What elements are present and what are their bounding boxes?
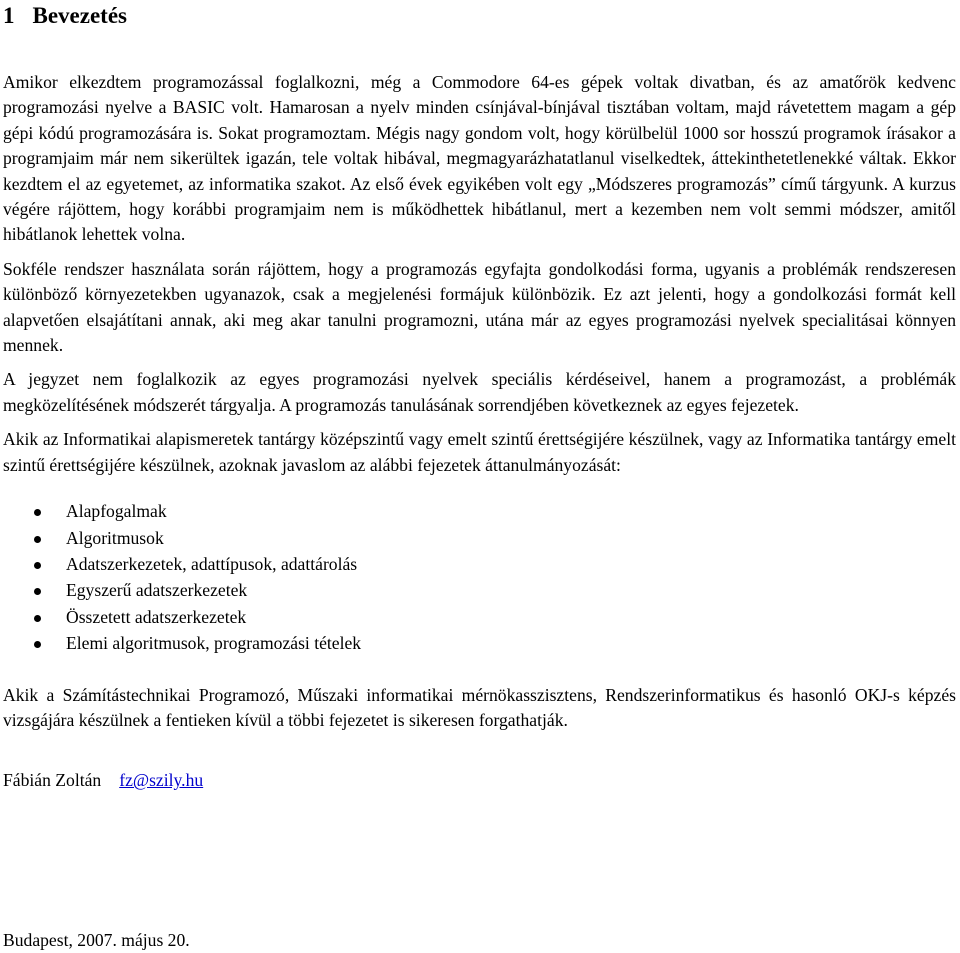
bullet-icon: [34, 615, 41, 622]
bullet-icon: [34, 562, 41, 569]
chapter-number: 1: [3, 3, 15, 28]
author-name: Fábián Zoltán: [3, 770, 102, 791]
list-item: Adatszerkezetek, adattípusok, adattárolás: [3, 551, 956, 577]
bullet-icon: [34, 588, 41, 595]
place-and-date: Budapest, 2007. május 20.: [3, 930, 190, 950]
list-item: Elemi algoritmusok, programozási tételek: [3, 630, 956, 656]
chapter-heading: [3, 0, 956, 30]
chapter-title-text: Bevezetés: [32, 3, 127, 28]
recommended-chapters-list: [3, 498, 956, 656]
paragraph-audience: Akik az Informatikai alapismeretek tantárgy középszintű vagy emelt szintű érettségijére készülnek, vagy az Informatika tantárgy emelt szintű érettségijére készülnek, azoknak javaslom az alábbi fejezetek áttanulmányozását:: [3, 429, 956, 475]
paragraph-okj: Akik a Számítástechnikai Programozó, Műszaki informatikai mérnökasszisztens, Rendszerinformatikus és hasonló OKJ-s képzés vizsgájára készülnek a fentieken kívül a többi fejezetet is sikeresen forgathatják.: [3, 684, 956, 730]
list-item: Összetett adatszerkezetek: [3, 604, 956, 630]
list-item: Alapfogalmak: [3, 498, 956, 524]
bullet-icon: [34, 509, 41, 516]
paragraph-intro: Amikor elkezdtem programozással foglalkozni, még a Commodore 64-es gépek voltak divatban, és az amatőrök kedvenc programozási nyelve a BASIC volt. Hamarosan a nyelv minden csínjával-bínjával tisztában voltam, majd rávetettem magam a gép gépi kódú programozására is. Sokat programoztam. Mégis nagy gondom volt, hogy körülbelül 1000 sor hosszú programok írásakor a programjaim már nem sikerültek igazán, tele voltak hibával, megmagyarázhatatlanul viselkedtek, áttekinthetetlenekké váltak. Ekkor kezdtem el az egyetemet, az informatika szakot. Az első évek egyikében volt egy „Módszeres programozás” című tárgyunk. A kurzus végére rájöttem, hogy korábbi programjaim nem is működhettek hibátlanul, mert a kezemben nem volt semmi módszer, amitől hibátlanok lehettek volna.: [3, 72, 956, 245]
signature: [3, 768, 956, 793]
email-link[interactable]: fz@szily.hu: [119, 770, 204, 791]
bullet-icon: [34, 641, 41, 648]
paragraph-thinking-form: Sokféle rendszer használata során rájöttem, hogy a programozás egyfajta gondolkodási forma, ugyanis a problémák rendszeresen különböző környezetekben ugyanazok, csak a megjelenési formájuk különbözik. Ez azt jelenti, hogy a gondolkozási formát kell alapvetően elsajátítani annak, aki meg akar tanulni programozni, utána már az egyes programozási nyelvek specialitásai könnyen mennek.: [3, 258, 956, 356]
paragraph-scope: A jegyzet nem foglalkozik az egyes programozási nyelvek speciális kérdéseivel, hanem a programozást, a problémák megközelítésének módszerét tárgyalja. A programozás tanulásának sorrendjében következnek az egyes fejezetek.: [3, 369, 956, 415]
bullet-icon: [34, 536, 41, 543]
list-item: Egyszerű adatszerkezetek: [3, 577, 956, 603]
list-item: Algoritmusok: [3, 525, 956, 551]
